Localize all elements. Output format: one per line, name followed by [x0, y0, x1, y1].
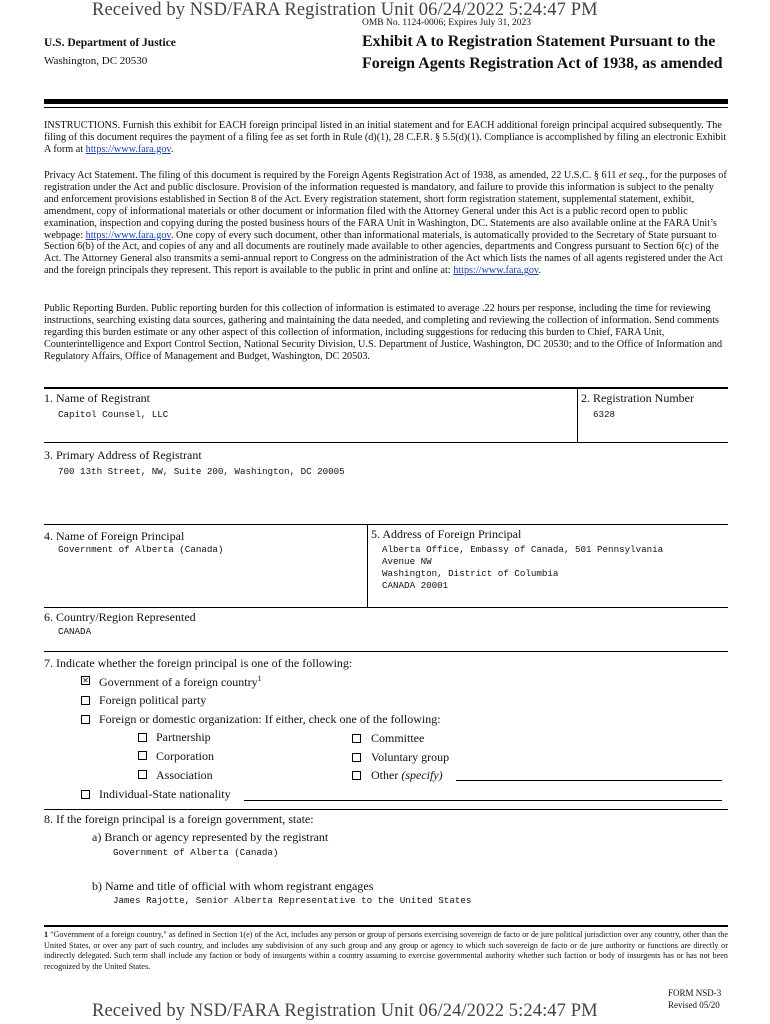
organization-label: Foreign or domestic organization: If either, check one of the following: — [99, 712, 441, 726]
association-label: Association — [156, 768, 213, 782]
q1-label: 1. Name of Registrant — [44, 391, 150, 405]
form-number-block — [668, 987, 721, 1011]
department-city: Washington, DC 20530 — [44, 55, 148, 67]
foreign-political-party-checkbox[interactable] — [81, 696, 90, 705]
gov-foreign-country-label — [99, 674, 262, 690]
omb-number: OMB No. 1124-0006; Expires July 31, 2023 — [362, 18, 532, 28]
other-specify: (specify) — [401, 768, 443, 782]
other-specify-line[interactable] — [456, 780, 722, 781]
q3-label: 3. Primary Address of Registrant — [44, 448, 202, 462]
received-stamp-top: Received by NSD/FARA Registration Unit 06/24/2022 5:24:47 PM — [92, 0, 598, 20]
footnote-number: 1 — [44, 930, 49, 939]
q2-label: 2. Registration Number — [581, 391, 694, 405]
q8a-label: a) Branch or agency represented by the registrant — [92, 830, 329, 844]
voluntary-group-label: Voluntary group — [371, 750, 450, 764]
rule-q1 — [44, 387, 728, 389]
registration-number: 6328 — [593, 409, 616, 420]
foreign-principal-address-line-3: Washington, District of Columbia — [382, 568, 559, 579]
q5-label: 5. Address of Foreign Principal — [371, 527, 522, 541]
registrant-address: 700 13th Street, NW, Suite 200, Washington, DC 20005 — [58, 466, 345, 477]
registrant-name: Capitol Counsel, LLC — [58, 409, 169, 420]
q4-label: 4. Name of Foreign Principal — [44, 529, 185, 543]
q6-label: 6. Country/Region Represented — [44, 610, 196, 624]
official-value: James Rajotte, Senior Alberta Representative to the United States — [113, 895, 472, 906]
header-rule-thin — [44, 107, 728, 108]
branch-agency-value: Government of Alberta (Canada) — [113, 847, 279, 858]
voluntary-group-checkbox[interactable] — [352, 753, 361, 762]
divider-q1-q2 — [577, 388, 578, 442]
privacy-text-1: Privacy Act Statement. The filing of this document is required by the Foreign Agents Registration Act of 1938, as amended, 22 U.S.C. § 611 — [44, 170, 619, 181]
privacy-statement — [44, 170, 728, 277]
foreign-principal-name: Government of Alberta (Canada) — [58, 544, 224, 555]
department-name: U.S. Department of Justice — [44, 37, 176, 49]
divider-q4-q5 — [367, 524, 368, 607]
footnote — [44, 930, 728, 972]
rule-q6 — [44, 607, 728, 608]
q7-label: 7. Indicate whether the foreign principal is one of the following: — [44, 656, 353, 670]
individual-state-line[interactable] — [244, 800, 722, 801]
rule-q7 — [44, 651, 728, 652]
footnote-rule — [44, 925, 728, 927]
instructions-end: . — [170, 143, 174, 155]
rule-q8 — [44, 809, 728, 810]
fara-link-privacy-2[interactable]: https://www.fara.gov — [453, 265, 539, 277]
organization-checkbox[interactable] — [81, 715, 90, 724]
committee-checkbox[interactable] — [352, 734, 361, 743]
instructions-text: INSTRUCTIONS. Furnish this exhibit for EACH foreign principal listed in an initial statement and for EACH additional foreign principal acquired subsequently. The filing of this document requires the payment of a filing fee as set forth in Rule (d)(1), 28 C.F.R. § 5.5(d)(1). Compliance is accomplished by filing an electronic Exhibit A form at — [44, 120, 727, 155]
received-stamp-bottom: Received by NSD/FARA Registration Unit 06/24/2022 5:24:47 PM — [92, 1001, 598, 1021]
gov-foreign-country-checkbox[interactable] — [81, 676, 90, 685]
other-text: Other — [371, 768, 402, 782]
foreign-political-party-label: Foreign political party — [99, 693, 207, 707]
country-represented: CANADA — [58, 626, 92, 637]
header-rule — [44, 99, 728, 104]
form-number: FORM NSD-3 — [668, 988, 722, 998]
partnership-label: Partnership — [156, 730, 211, 744]
partnership-checkbox[interactable] — [138, 733, 147, 742]
instructions — [44, 120, 728, 156]
foreign-principal-address-line-2: Avenue NW — [382, 556, 432, 567]
committee-label: Committee — [371, 731, 425, 745]
other-checkbox[interactable] — [352, 771, 361, 780]
corporation-label: Corporation — [156, 749, 214, 763]
privacy-text-2: , for the purposes of registration under the Act and public disclosure. Provision of the information requested is mandatory, and failure to provide this information is subject to the penalty and enforcement provisions established in Section 8 of the Act. Every registration statement, short form registration statement, supplemental statement, exhibit, amendment, copy of informational materials or other document or information filed with the Attorney General under this Act is a public record open to public examination, inspection and copying during the posted business hours of the FARA Unit in Washington, DC. Statements are also available online at the FARA Unit’s webpage: — [44, 170, 727, 241]
association-checkbox[interactable] — [138, 770, 147, 779]
gov-foreign-country-text: Government of a foreign country — [99, 675, 258, 689]
individual-state-label: Individual-State nationality — [99, 787, 231, 801]
foreign-principal-address-line-4: CANADA 20001 — [382, 580, 449, 591]
form-revised: Revised 05/20 — [668, 1000, 720, 1010]
other-label — [371, 768, 443, 783]
footnote-text: "Government of a foreign country," as defined in Section 1(e) of the Act, includes any person or group of persons exercising sovereign de facto or de jure political jurisdiction over any country, other than the United States, or over any part of such country, and includes any subdivision of any such group and any group or agency to which such sovereign de facto or de jure authority or functions are directly or indirectly delegated. Such term shall include any faction or body of insurgents within a country assuming to exercise governmental authority whether such faction or body of insurgents has or has not been recognized by the United States. — [44, 930, 728, 971]
individual-state-checkbox[interactable] — [81, 790, 90, 799]
fara-link[interactable]: https://www.fara.gov — [85, 143, 171, 155]
q8b-label: b) Name and title of official with whom registrant engages — [92, 879, 374, 893]
rule-q4 — [44, 524, 728, 525]
q8-label: 8. If the foreign principal is a foreign government, state: — [44, 812, 314, 826]
foreign-principal-address-line-1: Alberta Office, Embassy of Canada, 501 Pennsylvania — [382, 544, 664, 555]
corporation-checkbox[interactable] — [138, 751, 147, 760]
footnote-ref: 1 — [257, 674, 262, 683]
exhibit-title: Exhibit A to Registration Statement Pursuant to the Foreign Agents Registration Act of 1938, as amended — [362, 33, 723, 72]
fara-link-privacy-1[interactable]: https://www.fara.gov — [85, 229, 171, 241]
rule-q3 — [44, 442, 728, 443]
privacy-etseq: et seq. — [618, 170, 645, 181]
public-reporting-burden: Public Reporting Burden. Public reporting burden for this collection of information is estimated to average .22 hours per response, including the time for reviewing instructions, searching existing data sources, gathering and maintaining the data needed, and completing and reviewing the collection of information. Send comments regarding this burden estimate or any other aspect of this collection of information, including suggestions for reducing this burden to Chief, FARA Unit, Counterintelligence and Export Control Section, National Security Division, U.S. Department of Justice, Washington, DC 20530; and to the Office of Information and Regulatory Affairs, Office of Management and Budget, Washington, DC 20503. — [44, 303, 723, 362]
privacy-text-3: . One copy of every such document, other than informational materials, is automatically provided to the Secretary of State pursuant to Section 6(b) of the Act, and copies of any and all documents are routinely made available to other agencies, departments and Congress pursuant to Section 6(c) of the Act. The Attorney General also transmits a semi-annual report to Congress on the administration of the Act which lists the names of all agents registered under the Act and the foreign principals they represent. This report is available to the public in print and online at: — [44, 229, 723, 277]
privacy-end: . — [538, 265, 541, 277]
